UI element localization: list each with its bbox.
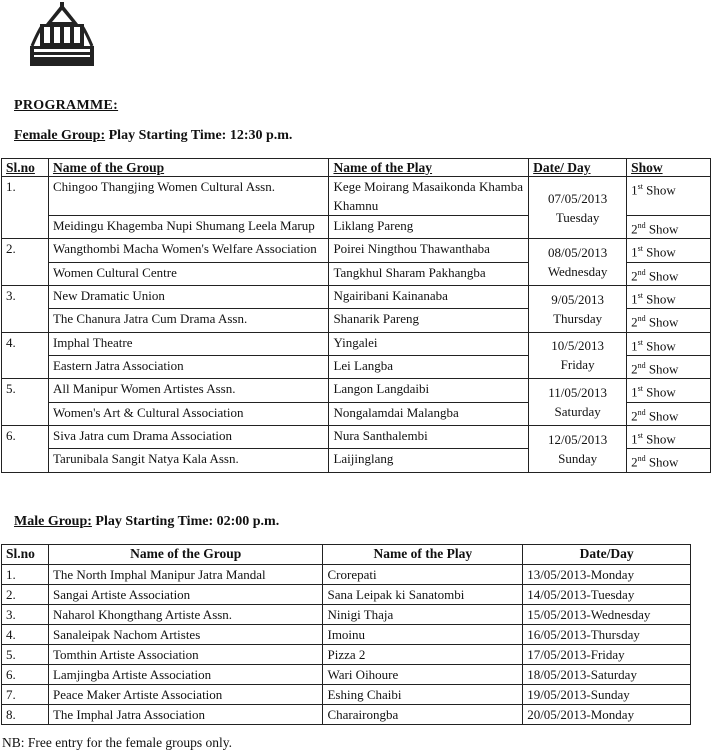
table-row — [2, 685, 691, 705]
play-cell: Yingalei — [329, 332, 529, 355]
header-show: Show — [627, 159, 711, 177]
table-row — [2, 665, 691, 685]
programme-heading: PROGRAMME: — [14, 98, 119, 113]
slno-cell: 4. — [2, 625, 49, 645]
date-day-cell: 14/05/2013-Tuesday — [523, 585, 691, 605]
play-cell: Kege Moirang Masaikonda Khamba Khamnu — [329, 177, 529, 216]
play-cell: Shanarik Pareng — [329, 309, 529, 332]
show-word: Show — [642, 291, 676, 307]
date-text: 11/05/2013 — [548, 385, 607, 401]
play-cell: Ngairibani Kainanaba — [329, 285, 529, 308]
show-cell — [627, 216, 711, 239]
slno-cell: 4. — [2, 332, 49, 379]
group-cell: Tomthin Artiste Association — [48, 645, 323, 665]
date-day-cell — [529, 239, 627, 286]
group-cell: All Manipur Women Artistes Assn. — [48, 379, 328, 402]
show-cell — [627, 425, 711, 448]
header-play: Name of the Play — [323, 545, 523, 565]
play-cell: Charairongba — [323, 705, 523, 725]
play-cell: Laijinglang — [329, 449, 529, 472]
show-suffix: nd — [637, 360, 646, 370]
date-day-cell — [529, 332, 627, 379]
show-number: 1 — [631, 431, 638, 447]
male-play-time: Play Starting Time: 02:00 p.m. — [91, 514, 280, 529]
show-suffix: st — [637, 182, 643, 191]
show-cell — [627, 449, 711, 472]
male-group-label: Male Group: — [14, 514, 92, 529]
slno-cell: 8. — [2, 705, 49, 725]
show-suffix: st — [637, 244, 643, 254]
play-cell: Tangkhul Sharam Pakhangba — [329, 262, 529, 285]
group-cell: Siva Jatra cum Drama Association — [48, 425, 328, 448]
play-cell: Lei Langba — [329, 355, 529, 378]
table-row — [2, 425, 711, 448]
play-cell: Poirei Ningthou Thawanthaba — [329, 239, 529, 262]
group-cell: Sangai Artiste Association — [48, 585, 323, 605]
slno-cell: 6. — [2, 665, 49, 685]
show-suffix: nd — [637, 454, 646, 464]
play-cell: Langon Langdaibi — [329, 379, 529, 402]
show-word: Show — [645, 314, 679, 330]
show-number: 1 — [631, 244, 638, 260]
female-group-table — [1, 158, 711, 473]
show-cell — [627, 177, 711, 216]
table-row — [2, 332, 711, 355]
date-day-cell — [529, 285, 627, 332]
show-word: Show — [642, 384, 676, 400]
group-cell: Meidingu Khagemba Nupi Shumang Leela Marup — [48, 216, 328, 239]
play-cell: Eshing Chaibi — [323, 685, 523, 705]
date-day-cell: 13/05/2013-Monday — [523, 565, 691, 585]
group-cell: Naharol Khongthang Artiste Assn. — [48, 605, 323, 625]
show-suffix: st — [637, 430, 643, 440]
table-row — [2, 239, 711, 262]
female-group-heading — [14, 128, 292, 144]
date-day-cell: 17/05/2013-Friday — [523, 645, 691, 665]
group-cell: Wangthombi Macha Women's Welfare Association — [48, 239, 328, 262]
slno-cell: 5. — [2, 379, 49, 426]
group-cell: Sanaleipak Nachom Artistes — [48, 625, 323, 645]
day-text: Sunday — [558, 450, 598, 466]
slno-cell: 7. — [2, 685, 49, 705]
slno-cell: 2. — [2, 585, 49, 605]
slno-cell: 1. — [2, 177, 49, 239]
date-day-cell: 20/05/2013-Monday — [523, 705, 691, 725]
male-group-heading — [14, 514, 279, 530]
table-row — [2, 285, 711, 308]
show-cell — [627, 285, 711, 308]
slno-cell: 6. — [2, 425, 49, 472]
show-suffix: st — [637, 384, 643, 394]
group-cell: New Dramatic Union — [48, 285, 328, 308]
date-day-cell — [529, 425, 627, 472]
play-cell: Imoinu — [323, 625, 523, 645]
play-cell: Pizza 2 — [323, 645, 523, 665]
date-day-cell: 19/05/2013-Sunday — [523, 685, 691, 705]
group-cell: The Imphal Jatra Association — [48, 705, 323, 725]
show-number: 2 — [631, 221, 638, 237]
play-cell: Nongalamdai Malangba — [329, 402, 529, 425]
date-text: 12/05/2013 — [548, 431, 608, 447]
day-text: Saturday — [554, 404, 601, 420]
header-group: Name of the Group — [48, 545, 323, 565]
table-header-row — [2, 159, 711, 177]
male-group-table — [1, 544, 691, 725]
group-cell: Chingoo Thangjing Women Cultural Assn. — [48, 177, 328, 216]
play-cell: Wari Oihoure — [323, 665, 523, 685]
group-cell: Imphal Theatre — [48, 332, 328, 355]
female-play-time: Play Starting Time: 12:30 p.m. — [105, 128, 293, 143]
show-word: Show — [645, 361, 679, 377]
show-number: 2 — [631, 361, 638, 377]
show-word: Show — [645, 454, 679, 470]
day-text: Wednesday — [547, 264, 608, 280]
group-cell: Tarunibala Sangit Natya Kala Assn. — [48, 449, 328, 472]
show-word: Show — [645, 407, 679, 423]
header-group: Name of the Group — [48, 159, 328, 177]
show-suffix: nd — [637, 221, 646, 230]
show-suffix: nd — [637, 407, 646, 417]
date-text: 10/5/2013 — [551, 338, 604, 354]
play-cell: Sana Leipak ki Sanatombi — [323, 585, 523, 605]
show-number: 1 — [631, 384, 638, 400]
table-row — [2, 177, 711, 216]
show-suffix: st — [637, 337, 643, 347]
table-row — [2, 705, 691, 725]
header-slno: Sl.no — [2, 545, 49, 565]
slno-cell: 3. — [2, 285, 49, 332]
header-play: Name of the Play — [329, 159, 529, 177]
show-cell — [627, 262, 711, 285]
play-cell: Liklang Pareng — [329, 216, 529, 239]
play-cell: Crorepati — [323, 565, 523, 585]
show-cell — [627, 355, 711, 378]
table-row — [2, 585, 691, 605]
show-word: Show — [642, 337, 676, 353]
play-cell: Nura Santhalembi — [329, 425, 529, 448]
date-day-cell: 16/05/2013-Thursday — [523, 625, 691, 645]
show-number: 2 — [631, 314, 638, 330]
table-row — [2, 625, 691, 645]
table-row — [2, 645, 691, 665]
header-slno: Sl.no — [2, 159, 49, 177]
header-date: Date/Day — [523, 545, 691, 565]
group-cell: The North Imphal Manipur Jatra Mandal — [48, 565, 323, 585]
group-cell: Peace Maker Artiste Association — [48, 685, 323, 705]
show-word: Show — [645, 221, 679, 237]
show-number: 2 — [631, 407, 638, 423]
slno-cell: 2. — [2, 239, 49, 286]
show-number: 1 — [631, 337, 638, 353]
group-cell: Eastern Jatra Association — [48, 355, 328, 378]
group-cell: Lamjingba Artiste Association — [48, 665, 323, 685]
slno-cell: 5. — [2, 645, 49, 665]
show-cell — [627, 239, 711, 262]
table-row — [2, 379, 711, 402]
show-number: 2 — [631, 454, 638, 470]
show-suffix: nd — [637, 314, 646, 324]
female-group-label: Female Group: — [14, 128, 106, 143]
date-day-cell: 18/05/2013-Saturday — [523, 665, 691, 685]
date-day-cell — [529, 379, 627, 426]
group-cell: Women Cultural Centre — [48, 262, 328, 285]
date-day-cell: 15/05/2013-Wednesday — [523, 605, 691, 625]
date-text: 07/05/2013 — [548, 190, 608, 206]
header-date: Date/ Day — [529, 159, 627, 177]
day-text: Tuesday — [555, 209, 600, 225]
slno-cell: 1. — [2, 565, 49, 585]
show-suffix: nd — [637, 267, 646, 277]
day-text: Thursday — [553, 310, 603, 326]
table-header-row — [2, 545, 691, 565]
show-word: Show — [642, 182, 676, 198]
slno-cell: 3. — [2, 605, 49, 625]
date-text: 08/05/2013 — [548, 245, 608, 261]
show-cell — [627, 402, 711, 425]
show-suffix: st — [637, 290, 643, 300]
group-cell: Women's Art & Cultural Association — [48, 402, 328, 425]
show-number: 1 — [631, 291, 638, 307]
show-number: 2 — [631, 267, 638, 283]
show-number: 1 — [631, 182, 638, 198]
table-row — [2, 565, 691, 585]
play-cell: Ninigi Thaja — [323, 605, 523, 625]
footnote: NB: Free entry for the female groups only. — [2, 735, 233, 750]
show-word: Show — [642, 244, 676, 260]
show-cell — [627, 332, 711, 355]
show-cell — [627, 379, 711, 402]
date-text: 9/05/2013 — [551, 291, 604, 307]
show-word: Show — [645, 267, 679, 283]
date-day-cell — [529, 177, 627, 239]
emblem-logo — [28, 2, 96, 68]
show-cell — [627, 309, 711, 332]
day-text: Friday — [560, 357, 595, 373]
group-cell: The Chanura Jatra Cum Drama Assn. — [48, 309, 328, 332]
table-row — [2, 605, 691, 625]
show-word: Show — [642, 431, 676, 447]
